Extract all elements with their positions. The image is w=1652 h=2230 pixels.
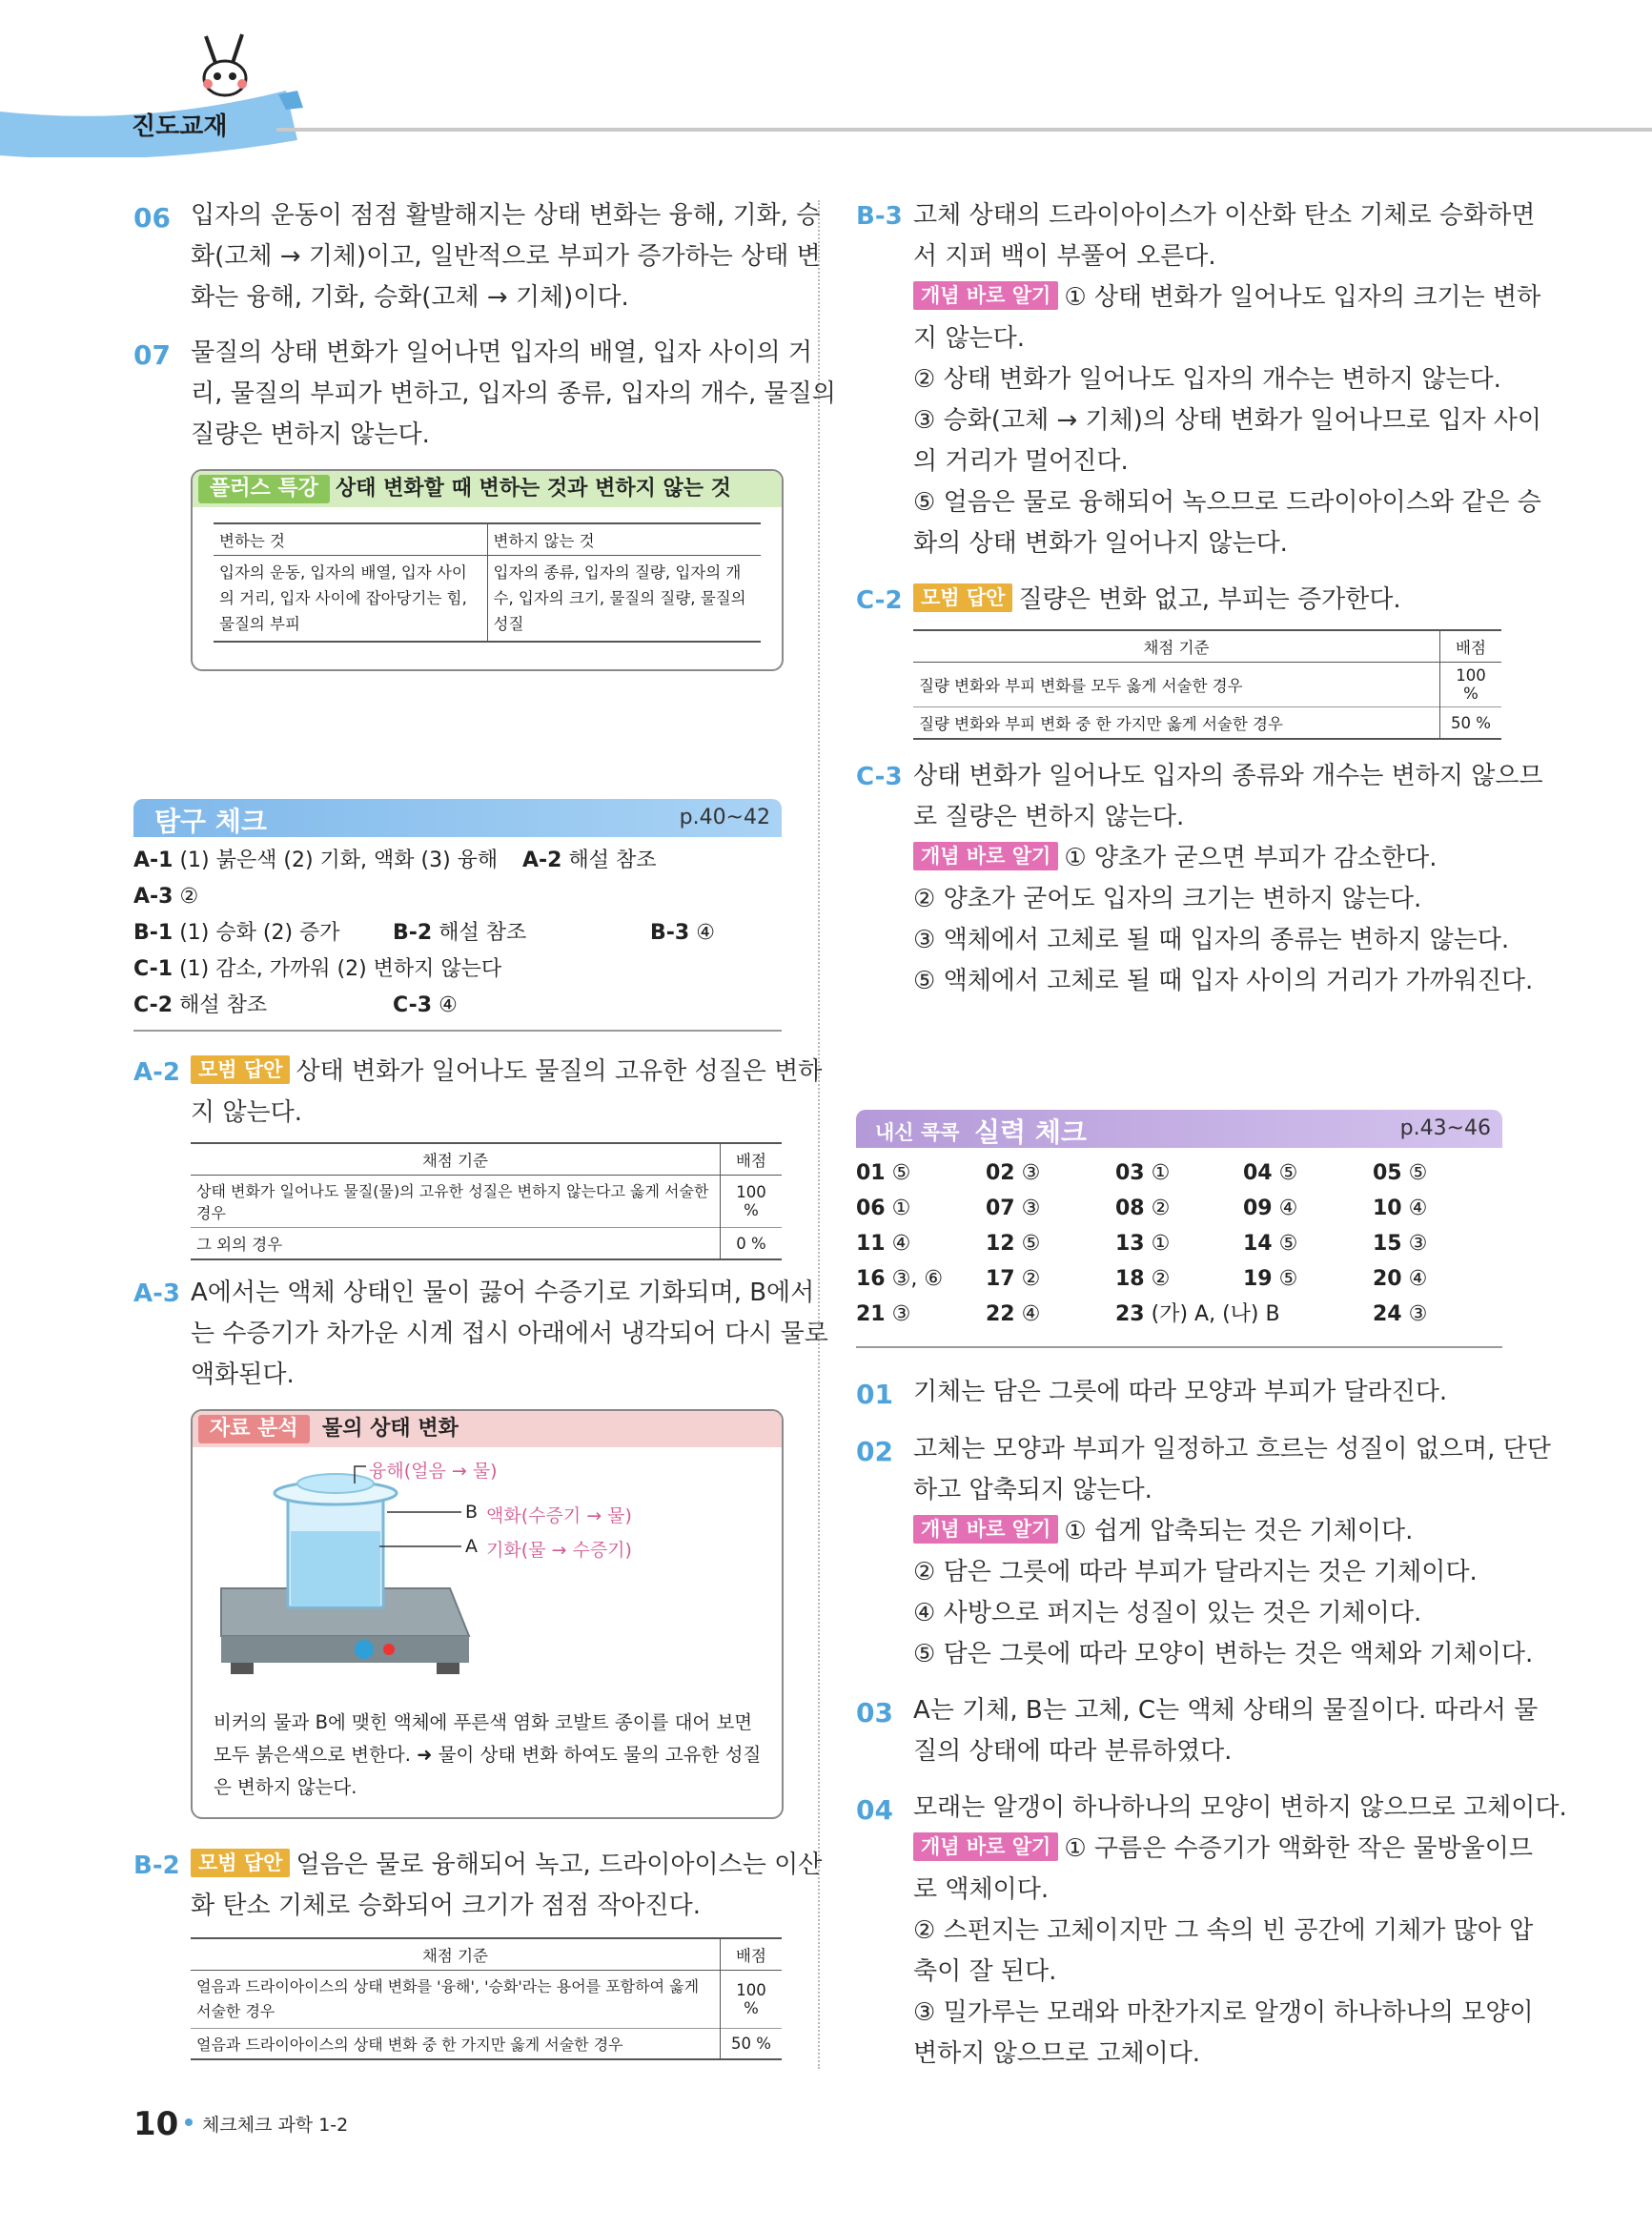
data-analysis-box [191,1409,784,1819]
r03-number: 03 [856,1697,893,1729]
b3-text: 고체 상태의 드라이아이스가 이산화 탄소 기체로 승화하면 서 지퍼 백이 부풀어 오른다. 개념 바로 알기 ① 상태 변화가 일어나도 입자의 크기는 변하 지 않는다. ② 상태 변화가 일어나도 입자의 개수는 변하지 않는다. ③ 승화(고체 → 기체)의 상태 변화가 일어나므로 입자 사이 의 거리가 멀어진다. ⑤ 얼음은 물로 융해되어 녹으므로 드라이아이스와 같은 승 화의 상태 변화가 일어나지 않는다. [913,201,1541,558]
label-a: A [465,1536,478,1557]
inquiry-rule [133,1030,782,1032]
inquiry-banner: 탐구 체크 p.40~42 [133,799,782,837]
label-vaporization: 기화(물 → 수증기) [486,1540,632,1561]
data-title: 물의 상태 변화 [322,1417,459,1441]
r01-number: 01 [856,1379,893,1410]
r01-text: 기체는 담은 그릇에 따라 모양과 부피가 달라진다. [913,1378,1448,1406]
plus-badge: 플러스 특강 [198,475,330,503]
q06-number: 06 [133,202,171,234]
mascot-icon [187,29,263,105]
a3-tag: A-3 [133,1279,181,1308]
r04-text: 모래는 알갱이 하나하나의 모양이 변하지 않으므로 고체이다. 개념 바로 알기 ① 구름은 수증기가 액화한 작은 물방울이므 로 액체이다. ② 스펀지는 고체이지만 그 속의 빈 공간에 기체가 많아 압 축이 잘 된다. ③ 밀가루는 모래와 마찬가지로 알갱이 하나하나의 모양이 변하지 않으므로 고체이다. [913,1793,1567,2068]
c3-tag: C-3 [856,763,903,791]
b2-text: 모범 답안 얼음은 물로 융해되어 녹고, 드라이아이스는 이산 화 탄소 기체로 승화되어 크기가 점점 작아진다. [191,1851,823,1920]
r03-text: A는 기체, B는 고체, C는 액체 상태의 물질이다. 따라서 물 질의 상태에 따라 분류하였다. [913,1696,1539,1766]
column-divider [818,200,820,2069]
hotplate-beaker-illustration [212,1455,498,1684]
plus-title: 상태 변화할 때 변하는 것과 변하지 않는 것 [336,477,731,501]
skill-rule [856,1346,1502,1348]
r04-number: 04 [856,1794,893,1826]
b2-tag: B-2 [133,1852,180,1880]
r02-text: 고체는 모양과 부피가 일정하고 흐르는 성질이 없으며, 단단 하고 압축되지 않는다. 개념 바로 알기 ① 쉽게 압축되는 것은 기체이다. ② 담은 그릇에 따라 부피가 달라지는 것은 기체이다. ④ 사방으로 퍼지는 성질이 있는 것은 기체이다. ⑤ 담은 그릇에 따라 모양이 변하는 것은 액체와 기체이다. [913,1435,1551,1668]
label-b: B [465,1502,479,1523]
c2-text: 모범 답안 질량은 변화 없고, 부피는 증가한다. [913,580,1401,621]
data-caption: 비커의 물과 B에 맺힌 액체에 푸른색 염화 코발트 종이를 대어 보면 모두 붉은색으로 변한다. ➜ 물이 상태 변화 하여도 물의 고유한 성질 은 변하지 않는다. [214,1711,762,1798]
skill-banner: 내신 콕콕 실력 체크 p.43~46 [856,1110,1502,1148]
label-melting: 융해(얼음 → 물) [369,1461,498,1482]
c3-text: 상태 변화가 일어나도 입자의 종류와 개수는 변하지 않으므 로 질량은 변하지 않는다. 개념 바로 알기 ① 양초가 굳으면 부피가 감소한다. ② 양초가 굳어도 입자의 크기는 변하지 않는다. ③ 액체에서 고체로 될 때 입자의 종류는 변하지 않는다. ⑤ 액체에서 고체로 될 때 입자 사이의 거리가 가까워진다. [913,762,1543,995]
book-title: 체크체크 과학 1-2 [202,2115,349,2136]
data-badge: 자료 분석 [198,1415,310,1443]
plus-box [191,469,784,671]
header-rule [276,128,1652,132]
a2-table: 채점 기준 배점 상태 변화가 일어나도 물질(물)의 고유한 성질은 변하지 않는다고 옳게 서술한 경우 100 % 그 외의 경우 0 % [191,1142,782,1260]
c2-tag: C-2 [856,586,903,615]
a2-tag: A-2 [133,1058,181,1087]
plus-table: 변하는 것 변하지 않는 것 입자의 운동, 입자의 배열, 입자 사이 의 거리, 입자 사이에 잡아당기는 힘, 물질의 부피 입자의 종류, 입자의 질량, 입자의 개 수, 입자의 크기, 물질의 질량, 물질의 성질 [214,522,761,643]
q07-text: 물질의 상태 변화가 일어나면 입자의 배열, 입자 사이의 거 리, 물질의 부피가 변하고, 입자의 종류, 입자의 개수, 물질의 질량은 변하지 않는다. [191,338,836,449]
label-condensation: 액화(수증기 → 물) [486,1505,632,1526]
q06-text: 입자의 운동이 점점 활발해지는 상태 변화는 융해, 기화, 승 화(고체 → 기체)이고, 일반적으로 부피가 증가하는 상태 변 화는 융해, 기화, 승화(고체 → 기체)이다. [191,201,821,312]
footer-dot [185,2118,193,2126]
a2-text: 모범 답안 상태 변화가 일어나도 물질의 고유한 성질은 변하 지 않는다. [191,1057,823,1127]
q07-number: 07 [133,339,171,371]
header-label: 진도교재 [132,113,228,141]
b2-table: 채점 기준 배점 얼음과 드라이아이스의 상태 변화를 '융해', '승화'라는 용어를 포함하여 옳게 서술한 경우 100 % 얼음과 드라이아이스의 상태 변화 중 한 가지만 옳게 서술한 경우 50 % [191,1937,782,2060]
b3-tag: B-3 [856,202,903,231]
c2-table: 채점 기준 배점 질량 변화와 부피 변화를 모두 옳게 서술한 경우 100 % 질량 변화와 부피 변화 중 한 가지만 옳게 서술한 경우 50 % [913,629,1501,740]
page-number: 10 [133,2105,179,2143]
a3-text: A에서는 액체 상태인 물이 끓어 수증기로 기화되며, B에서 는 수증기가 차가운 시계 접시 아래에서 냉각되어 다시 물로 액화된다. [191,1279,828,1389]
r02-number: 02 [856,1436,893,1467]
